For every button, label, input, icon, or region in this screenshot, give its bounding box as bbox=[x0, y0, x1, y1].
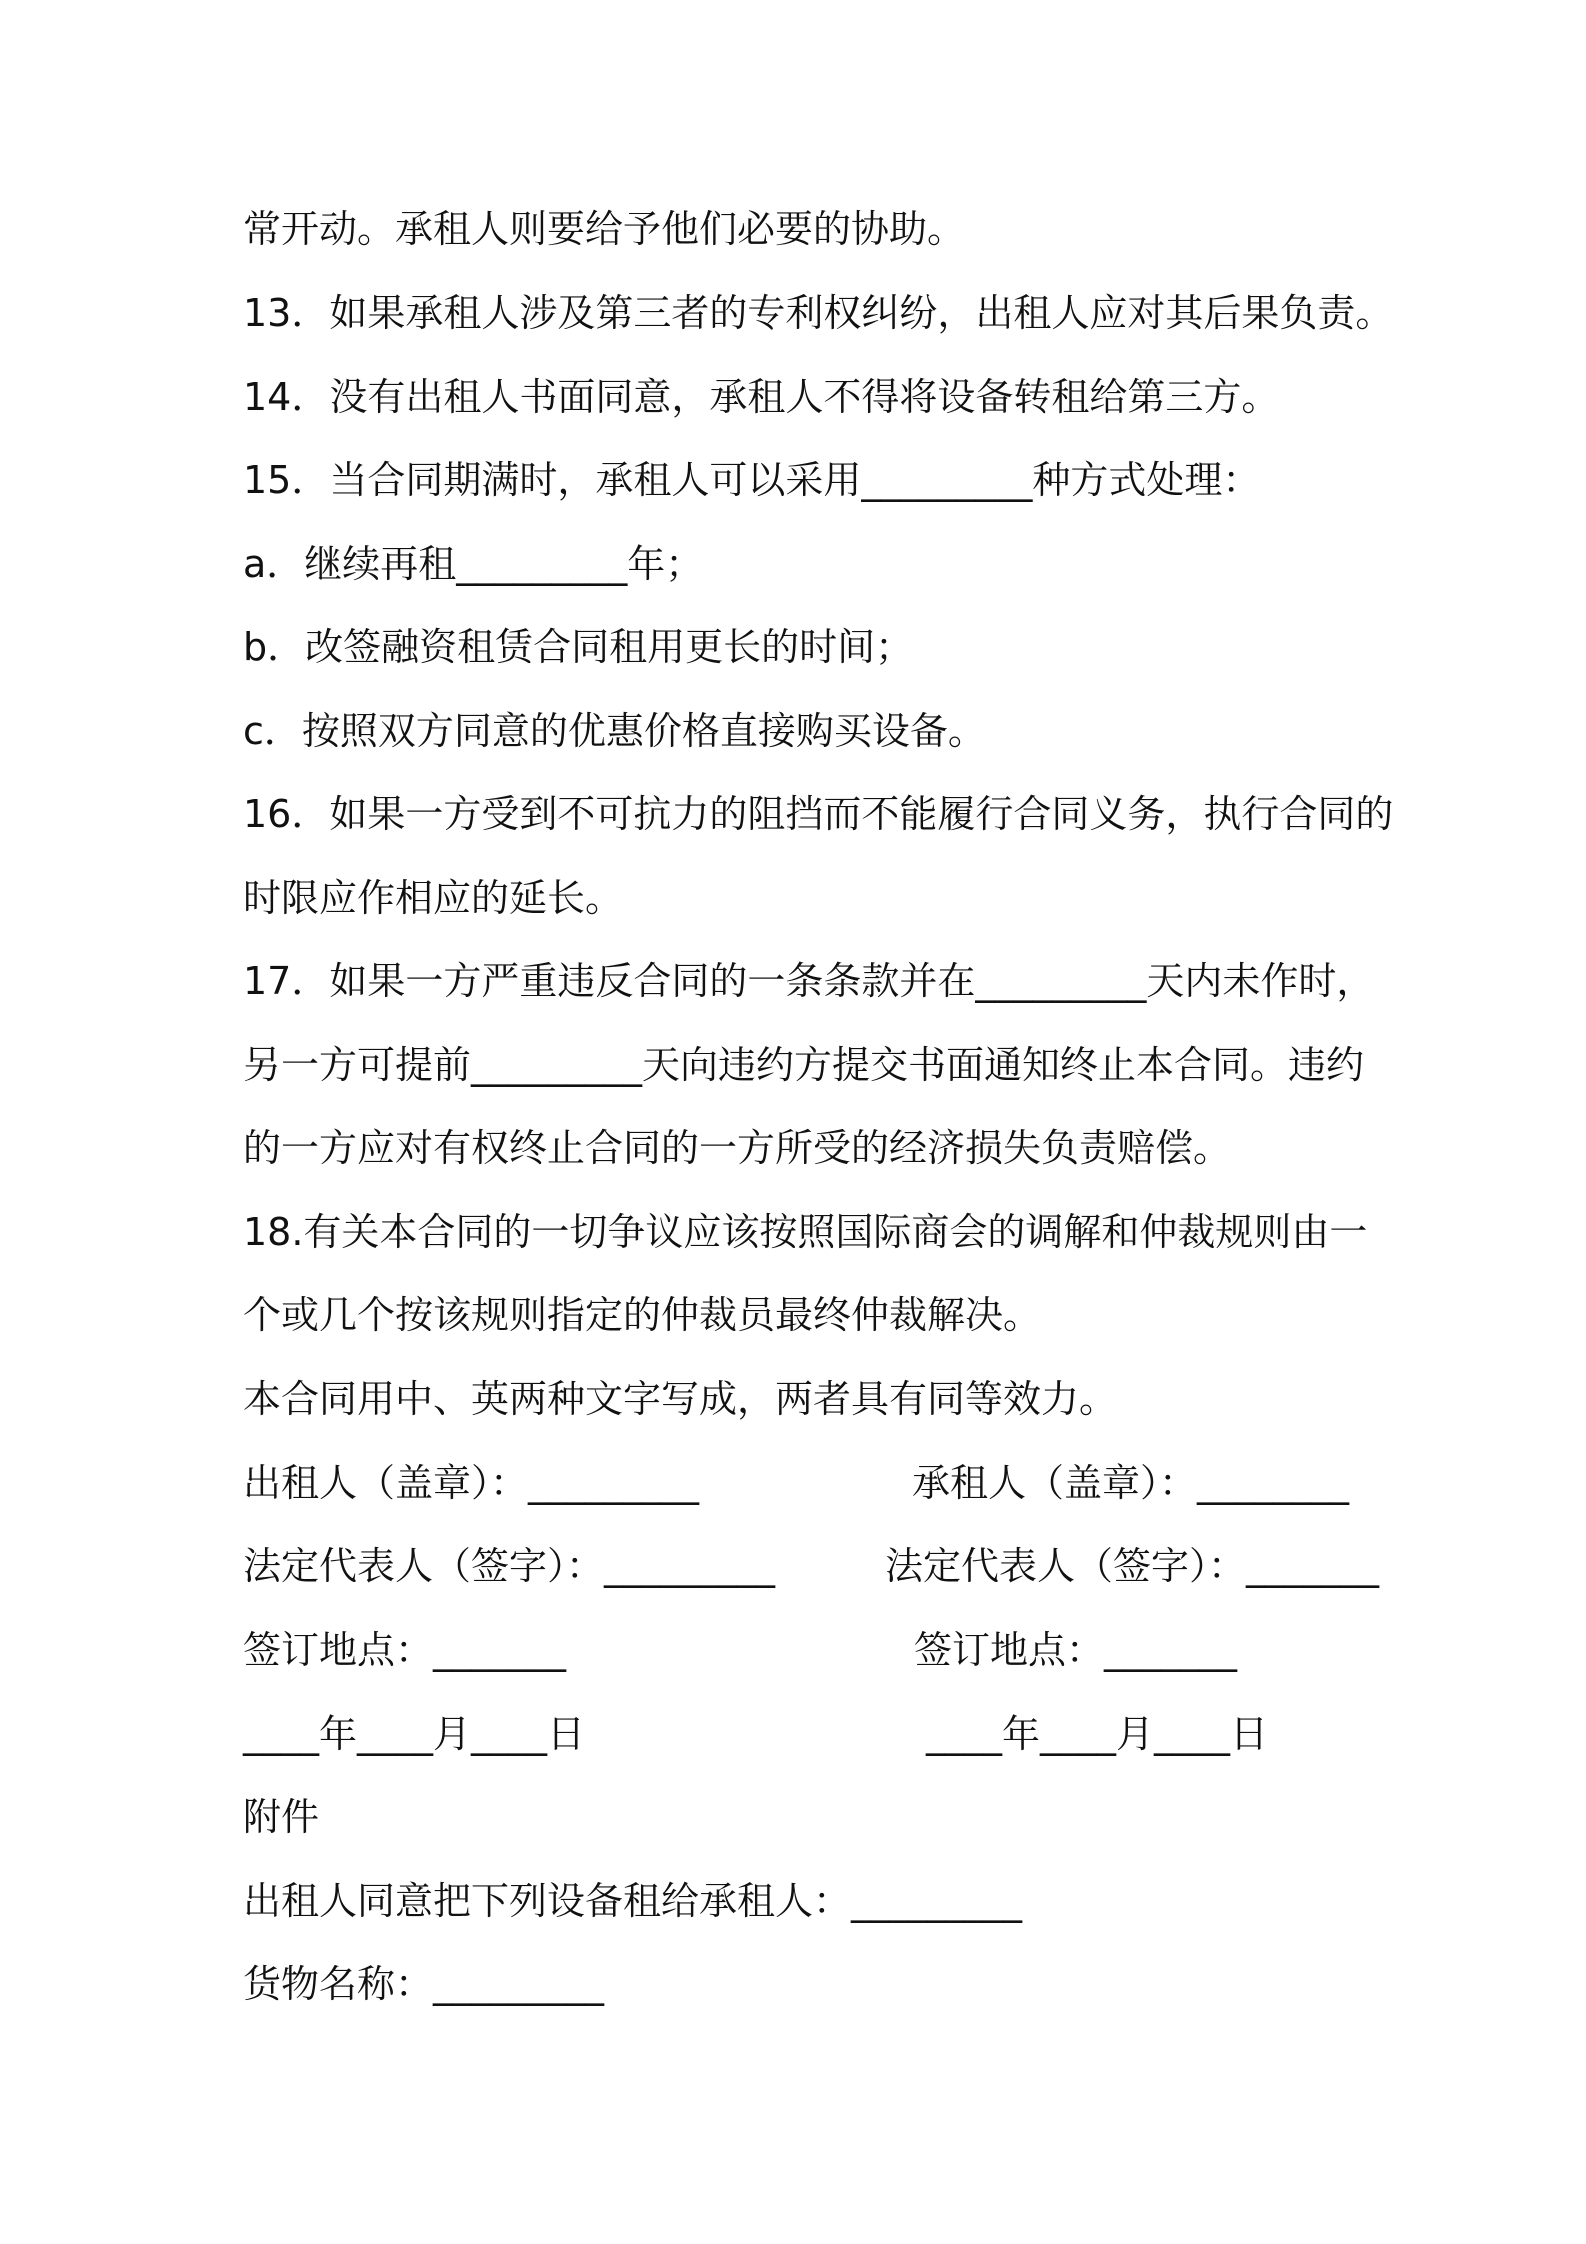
appendix-intro: 出租人同意把下列设备租给承租人：_________ bbox=[243, 1879, 1023, 1923]
appendix-title: 附件 bbox=[243, 1795, 320, 1839]
language-clause: 本合同用中、英两种文字写成，两者具有同等效力。 bbox=[243, 1377, 1118, 1421]
clause-16: 16．如果一方受到不可抗力的阻挡而不能履行合同义务，执行合同的 bbox=[243, 792, 1394, 836]
lessee-rep-field: 法定代表人（签字）：_______ bbox=[885, 1544, 1380, 1588]
text-line: 常开动。承租人则要给予他们必要的协助。 bbox=[243, 207, 966, 251]
lessor-rep-field: 法定代表人（签字）：_________ bbox=[243, 1544, 776, 1588]
clause-14: 14．没有出租人书面同意，承租人不得将设备转租给第三方。 bbox=[243, 375, 1280, 419]
lessee-date-field: ____年____月____日 bbox=[926, 1712, 1269, 1756]
lessee-place-field: 签订地点：_______ bbox=[914, 1628, 1238, 1672]
goods-name-field: 货物名称：_________ bbox=[243, 1962, 605, 2006]
clause-13: 13．如果承租人涉及第三者的专利权纠纷，出租人应对其后果负责。 bbox=[243, 291, 1394, 335]
lessee-seal-field: 承租人（盖章）：________ bbox=[912, 1461, 1350, 1505]
clause-17: 17．如果一方严重违反合同的一条条款并在_________天内未作时， bbox=[243, 959, 1375, 1003]
clause-17-cont-2: 的一方应对有权终止合同的一方所受的经济损失负责赔偿。 bbox=[243, 1126, 1232, 1170]
clause-15-c: c．按照双方同意的优惠价格直接购买设备。 bbox=[243, 709, 986, 753]
clause-15-b: b．改签融资租赁合同租用更长的时间； bbox=[243, 625, 914, 669]
clause-18-cont: 个或几个按该规则指定的仲裁员最终仲裁解决。 bbox=[243, 1293, 1042, 1337]
clause-16-cont: 时限应作相应的延长。 bbox=[243, 876, 624, 920]
lessor-place-field: 签订地点：_______ bbox=[243, 1628, 567, 1672]
clause-18: 18.有关本合同的一切争议应该按照国际商会的调解和仲裁规则由一 bbox=[243, 1210, 1368, 1254]
clause-15-a: a．继续再租_________年； bbox=[243, 542, 704, 586]
clause-15: 15．当合同期满时，承租人可以采用_________种方式处理： bbox=[243, 458, 1261, 502]
lessor-seal-field: 出租人（盖章）：_________ bbox=[243, 1461, 700, 1505]
clause-17-cont-1: 另一方可提前_________天向违约方提交书面通知终止本合同。违约 bbox=[243, 1043, 1365, 1087]
lessor-date-field: ____年____月____日 bbox=[243, 1712, 586, 1756]
